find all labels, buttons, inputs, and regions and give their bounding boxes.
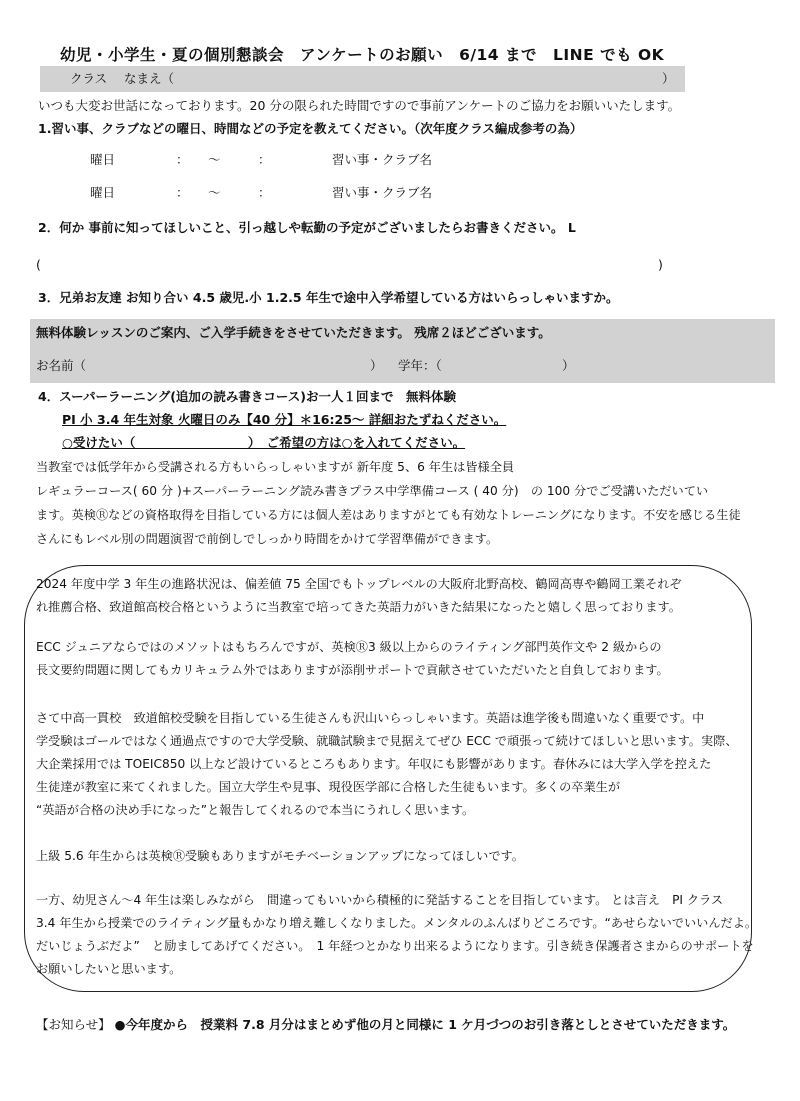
para1-line: 当教室では低学年から受講される方もいらっしゃいますが 新年度 5、6 年生は皆様全員 (36, 460, 515, 474)
paren-close: ) (658, 257, 663, 272)
box-p3-line: “英語が合格の決め手になった”と報告してくれるので本当にうれしく思います。 (36, 803, 475, 817)
q2-title: 2．何か 事前に知ってほしいこと、引っ越しや転勤の予定がございましたらお書きください。 L (38, 220, 576, 235)
para1-line: レギュラーコース( 60 分 )+スーパーラーニング読み書きプラス中学準備コース ( 40 分) の 100 分でご受講いただいてい (36, 484, 709, 498)
q4-line1: 4．スーパーラーニング(追加の読み書きコース)お一人１回まで 無料体験 (38, 389, 456, 404)
box-p5-line: お願いしたいと思います。 (36, 962, 182, 976)
box-p5-line: だいじょうぶだよ” と励ましてあげてください。 1 年経つとかなり出来るようになります。引き続き保護者さまからのサポートを (36, 939, 754, 953)
para1-line: さんにもレベル別の問題演習で前倒しでしっかり時間をかけて学習準備ができます。 (36, 532, 499, 546)
q3-title: 3．兄弟お友達 お知り合い 4.5 歳児.小 1.2.5 年生で途中入学希望している方はいらっしゃいますか。 (38, 290, 619, 305)
box-p2-line: 長文要約問題に関してもカリキュラム外ではありますが添削サポートで貢献させていただいたと自負しております。 (36, 663, 669, 677)
notice (36, 1016, 735, 1034)
box-p3-line: さて中高一貫校 致道館校受験を目指している生徒さんも沢山いらっしゃいます。英語は進学後も間違いなく重要です。中 (36, 711, 705, 725)
club-label: 習い事・クラブ名 (332, 185, 433, 200)
colon: ： (176, 185, 189, 200)
paren-close: ） (562, 358, 575, 373)
notice-text: ●今年度から 授業料 7.8 月分はまとめず他の月と同様に 1 ケ月づつのお引き落としとさせていただきます。 (114, 1017, 736, 1032)
colon: ： (258, 152, 271, 167)
box-p5-line: 3.4 年生から授業でのライティング量もかなり増え難しくなりました。メンタルのふんばりどころです。“あせらないでいいんだよ。 (36, 916, 758, 930)
tilde: ～ (208, 185, 221, 200)
box-p3-line: 学受験はゴールではなく通過点ですので大学受験、就職試験まで見据えてぜひ ECC で頑張って続けてほしいと思います。実際、 (36, 734, 738, 748)
grade-label: 学年：（ (398, 358, 442, 373)
paren-open: ( (36, 257, 41, 272)
q1-title: 1.習い事、クラブなどの曜日、時間などの予定を教えてください。（次年度クラス編成参考の為） (38, 121, 583, 136)
name-label: なまえ（ (124, 71, 175, 86)
notice-label: 【お知らせ】 (36, 1017, 111, 1032)
box-p1-line: れ推薦合格、致道館高校合格というように当教室で培ってきた英語力がいきた結果になったと嬉しく思っております。 (36, 600, 681, 614)
box-p3-line: 大企業採用では TOEIC850 以上など設けているところもあります。年収にも影響があります。春休みには大学入学を控えた (36, 757, 712, 771)
trial-text: 無料体験レッスンのご案内、ご入学手続きをさせていただきます。 残席２ほどございます。 (36, 325, 551, 340)
referral-name-label: お名前（ (36, 358, 87, 373)
box-p5-line: 一方、幼児さん～4 年生は楽しみながら 間違ってもいいから積極的に発話することを目指しています。 とは言え PI クラス (36, 893, 724, 907)
box-p4: 上級 5.6 年生からは英検Ⓡ受験もありますがモチベーションアップになってほしいです。 (36, 849, 524, 863)
q4-apply-field[interactable]: ○受けたい（ ） ご希望の方は○を入れてください。 (62, 435, 466, 450)
colon: ： (176, 152, 189, 167)
page-title: 幼児・小学生・夏の個別懇談会 アンケートのお願い 6/14 まで LINE でも OK (60, 46, 665, 64)
box-p1-line: 2024 年度中学 3 年生の進路状況は、偏差値 75 全国でもトップレベルの大阪府北野高校、鶴岡高専や鶴岡工業それぞ (36, 577, 682, 591)
club-label: 習い事・クラブ名 (332, 152, 433, 167)
box-p3-line: 生徒達が教室に来てくれました。国立大学生や見事、現役医学部に合格した生徒もいます。多くの卒業生が (36, 780, 621, 794)
day-label: 曜日 (90, 185, 116, 200)
box-p2-line: ECC ジュニアならではのメソットはもちろんですが、英検Ⓡ3 級以上からのライティング部門英作文や 2 級からの (36, 640, 662, 654)
colon: ： (258, 185, 271, 200)
intro-text: いつも大変お世話になっております。20 分の限られた時間ですので事前アンケートのご協力をお願いいたします。 (38, 98, 681, 113)
tilde: ～ (208, 152, 221, 167)
q4-line2: PI 小 3.4 年生対象 火曜日のみ【40 分】＊16:25～ 詳細おたずねください。 (62, 412, 507, 427)
day-label: 曜日 (90, 152, 116, 167)
class-label: クラス (70, 71, 108, 86)
para1-line: ます。英検Ⓡなどの資格取得を目指している方には個人差はありますがとても有効なトレーニングになります。不安を感じる生徒 (36, 508, 741, 522)
name-close: ） (662, 71, 675, 86)
paren-close: ） (370, 358, 383, 373)
